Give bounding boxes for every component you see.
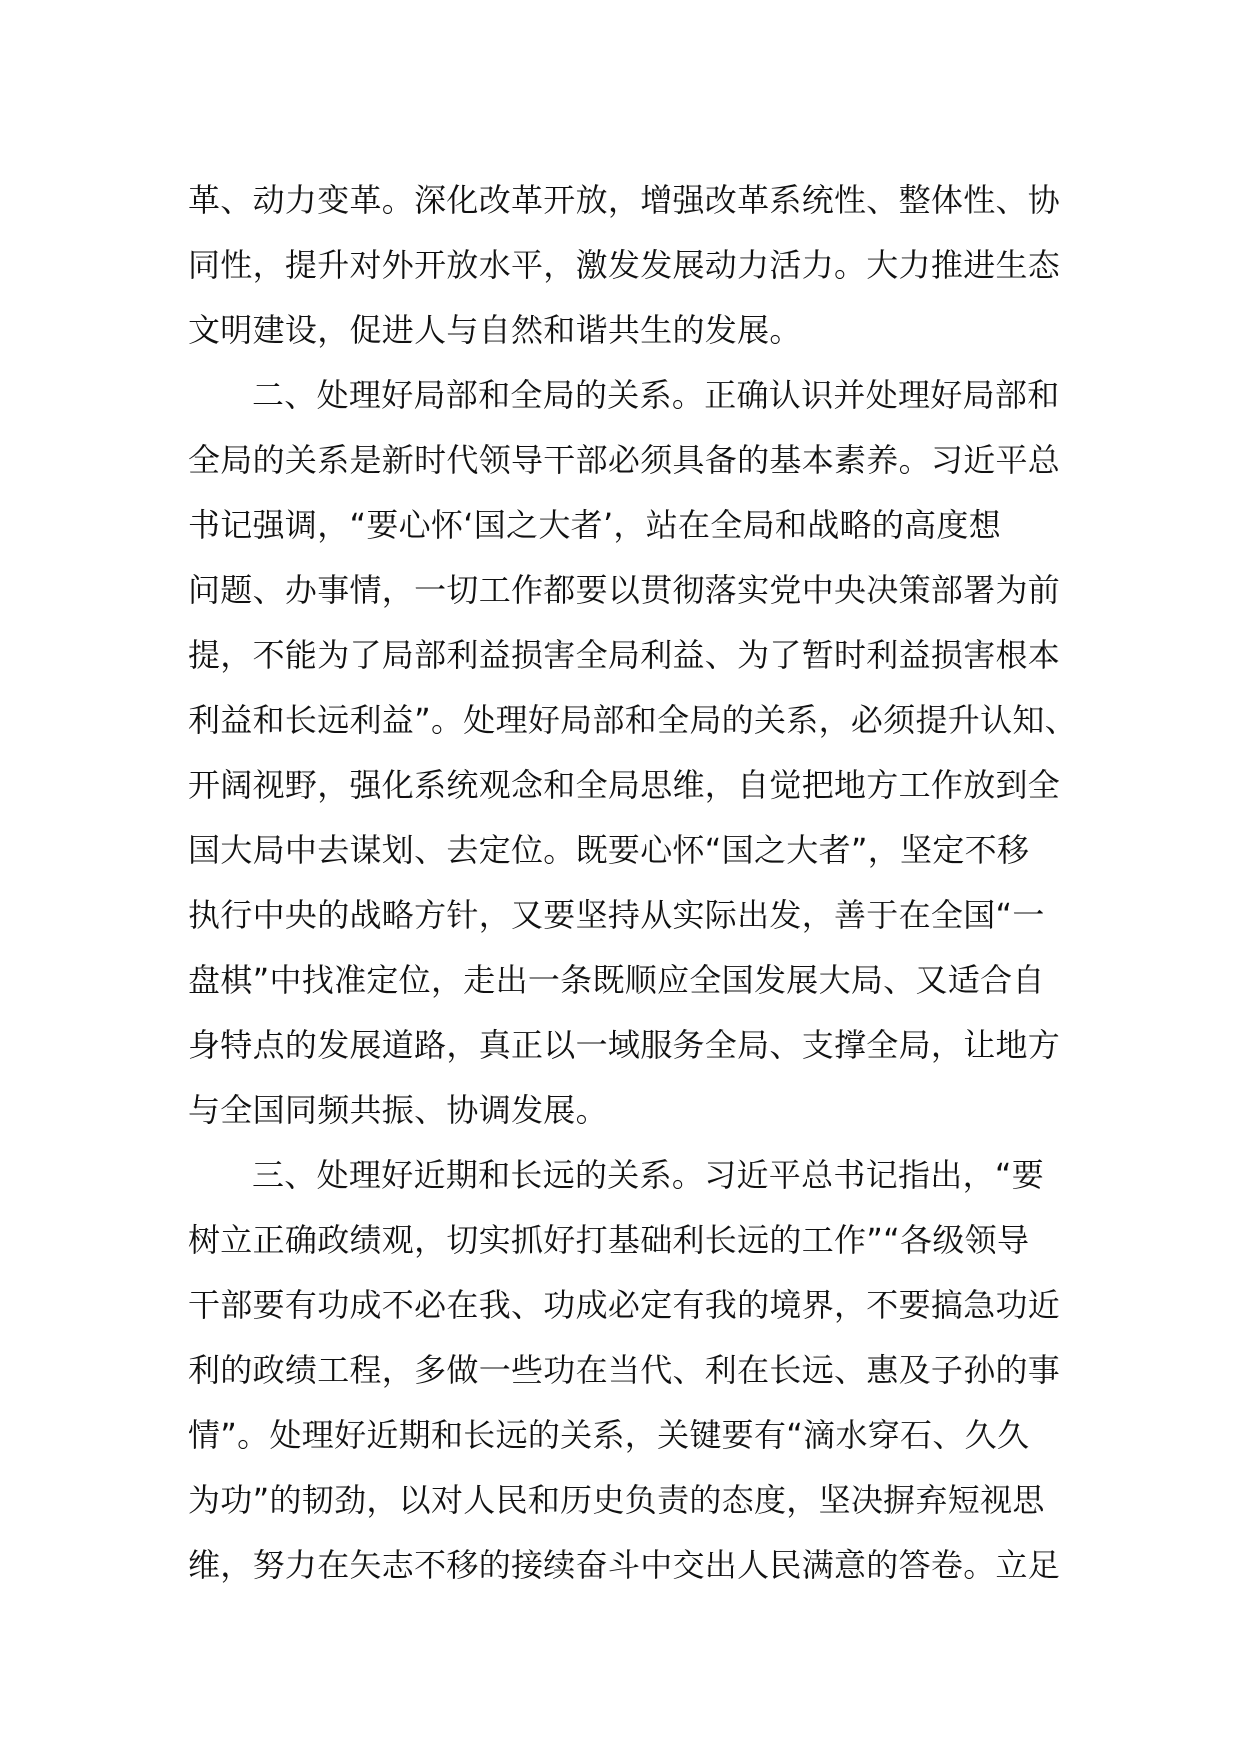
paragraph-start-line: 三、处理好近期和长远的关系。习近平总书记指出，“要	[252, 1156, 1045, 1194]
text-line: 文明建设，促进人与自然和谐共生的发展。	[188, 311, 802, 349]
text-line: 革、动力变革。深化改革开放，增强改革系统性、整体性、协	[188, 181, 1061, 219]
text-line: 书记强调，“要心怀‘国之大者’，站在全局和战略的高度想	[188, 506, 1002, 544]
text-line: 利的政绩工程，多做一些功在当代、利在长远、惠及子孙的事	[188, 1351, 1061, 1389]
text-line: 提，不能为了局部利益损害全局利益、为了暂时利益损害根本	[188, 636, 1061, 674]
text-line: 身特点的发展道路，真正以一域服务全局、支撑全局，让地方	[188, 1026, 1061, 1064]
text-line: 同性，提升对外开放水平，激发发展动力活力。大力推进生态	[188, 246, 1061, 284]
text-line: 与全国同频共振、协调发展。	[188, 1091, 608, 1129]
paragraph-start-line: 二、处理好局部和全局的关系。正确认识并处理好局部和	[252, 376, 1060, 414]
text-line: 树立正确政绩观，切实抓好打基础利长远的工作”“各级领导	[188, 1221, 1030, 1259]
text-line: 利益和长远利益”。处理好局部和全局的关系，必须提升认知、	[188, 701, 1077, 739]
text-line: 开阔视野，强化系统观念和全局思维，自觉把地方工作放到全	[188, 766, 1061, 804]
text-line: 盘棋”中找准定位，走出一条既顺应全国发展大局、又适合自	[188, 961, 1045, 999]
text-line: 维，努力在矢志不移的接续奋斗中交出人民满意的答卷。立足	[188, 1546, 1061, 1584]
text-line: 问题、办事情，一切工作都要以贯彻落实党中央决策部署为前	[188, 571, 1061, 609]
text-line: 全局的关系是新时代领导干部必须具备的基本素养。习近平总	[188, 441, 1061, 479]
text-line: 为功”的韧劲，以对人民和历史负责的态度，坚决摒弃短视思	[188, 1481, 1045, 1519]
text-line: 执行中央的战略方针，又要坚持从实际出发，善于在全国“一	[188, 896, 1045, 934]
text-line: 干部要有功成不必在我、功成必定有我的境界，不要搞急功近	[188, 1286, 1061, 1324]
text-line: 国大局中去谋划、去定位。既要心怀“国之大者”，坚定不移	[188, 831, 1030, 869]
body-text	[188, 168, 1077, 1598]
text-line: 情”。处理好近期和长远的关系，关键要有“滴水穿石、久久	[188, 1416, 1030, 1454]
